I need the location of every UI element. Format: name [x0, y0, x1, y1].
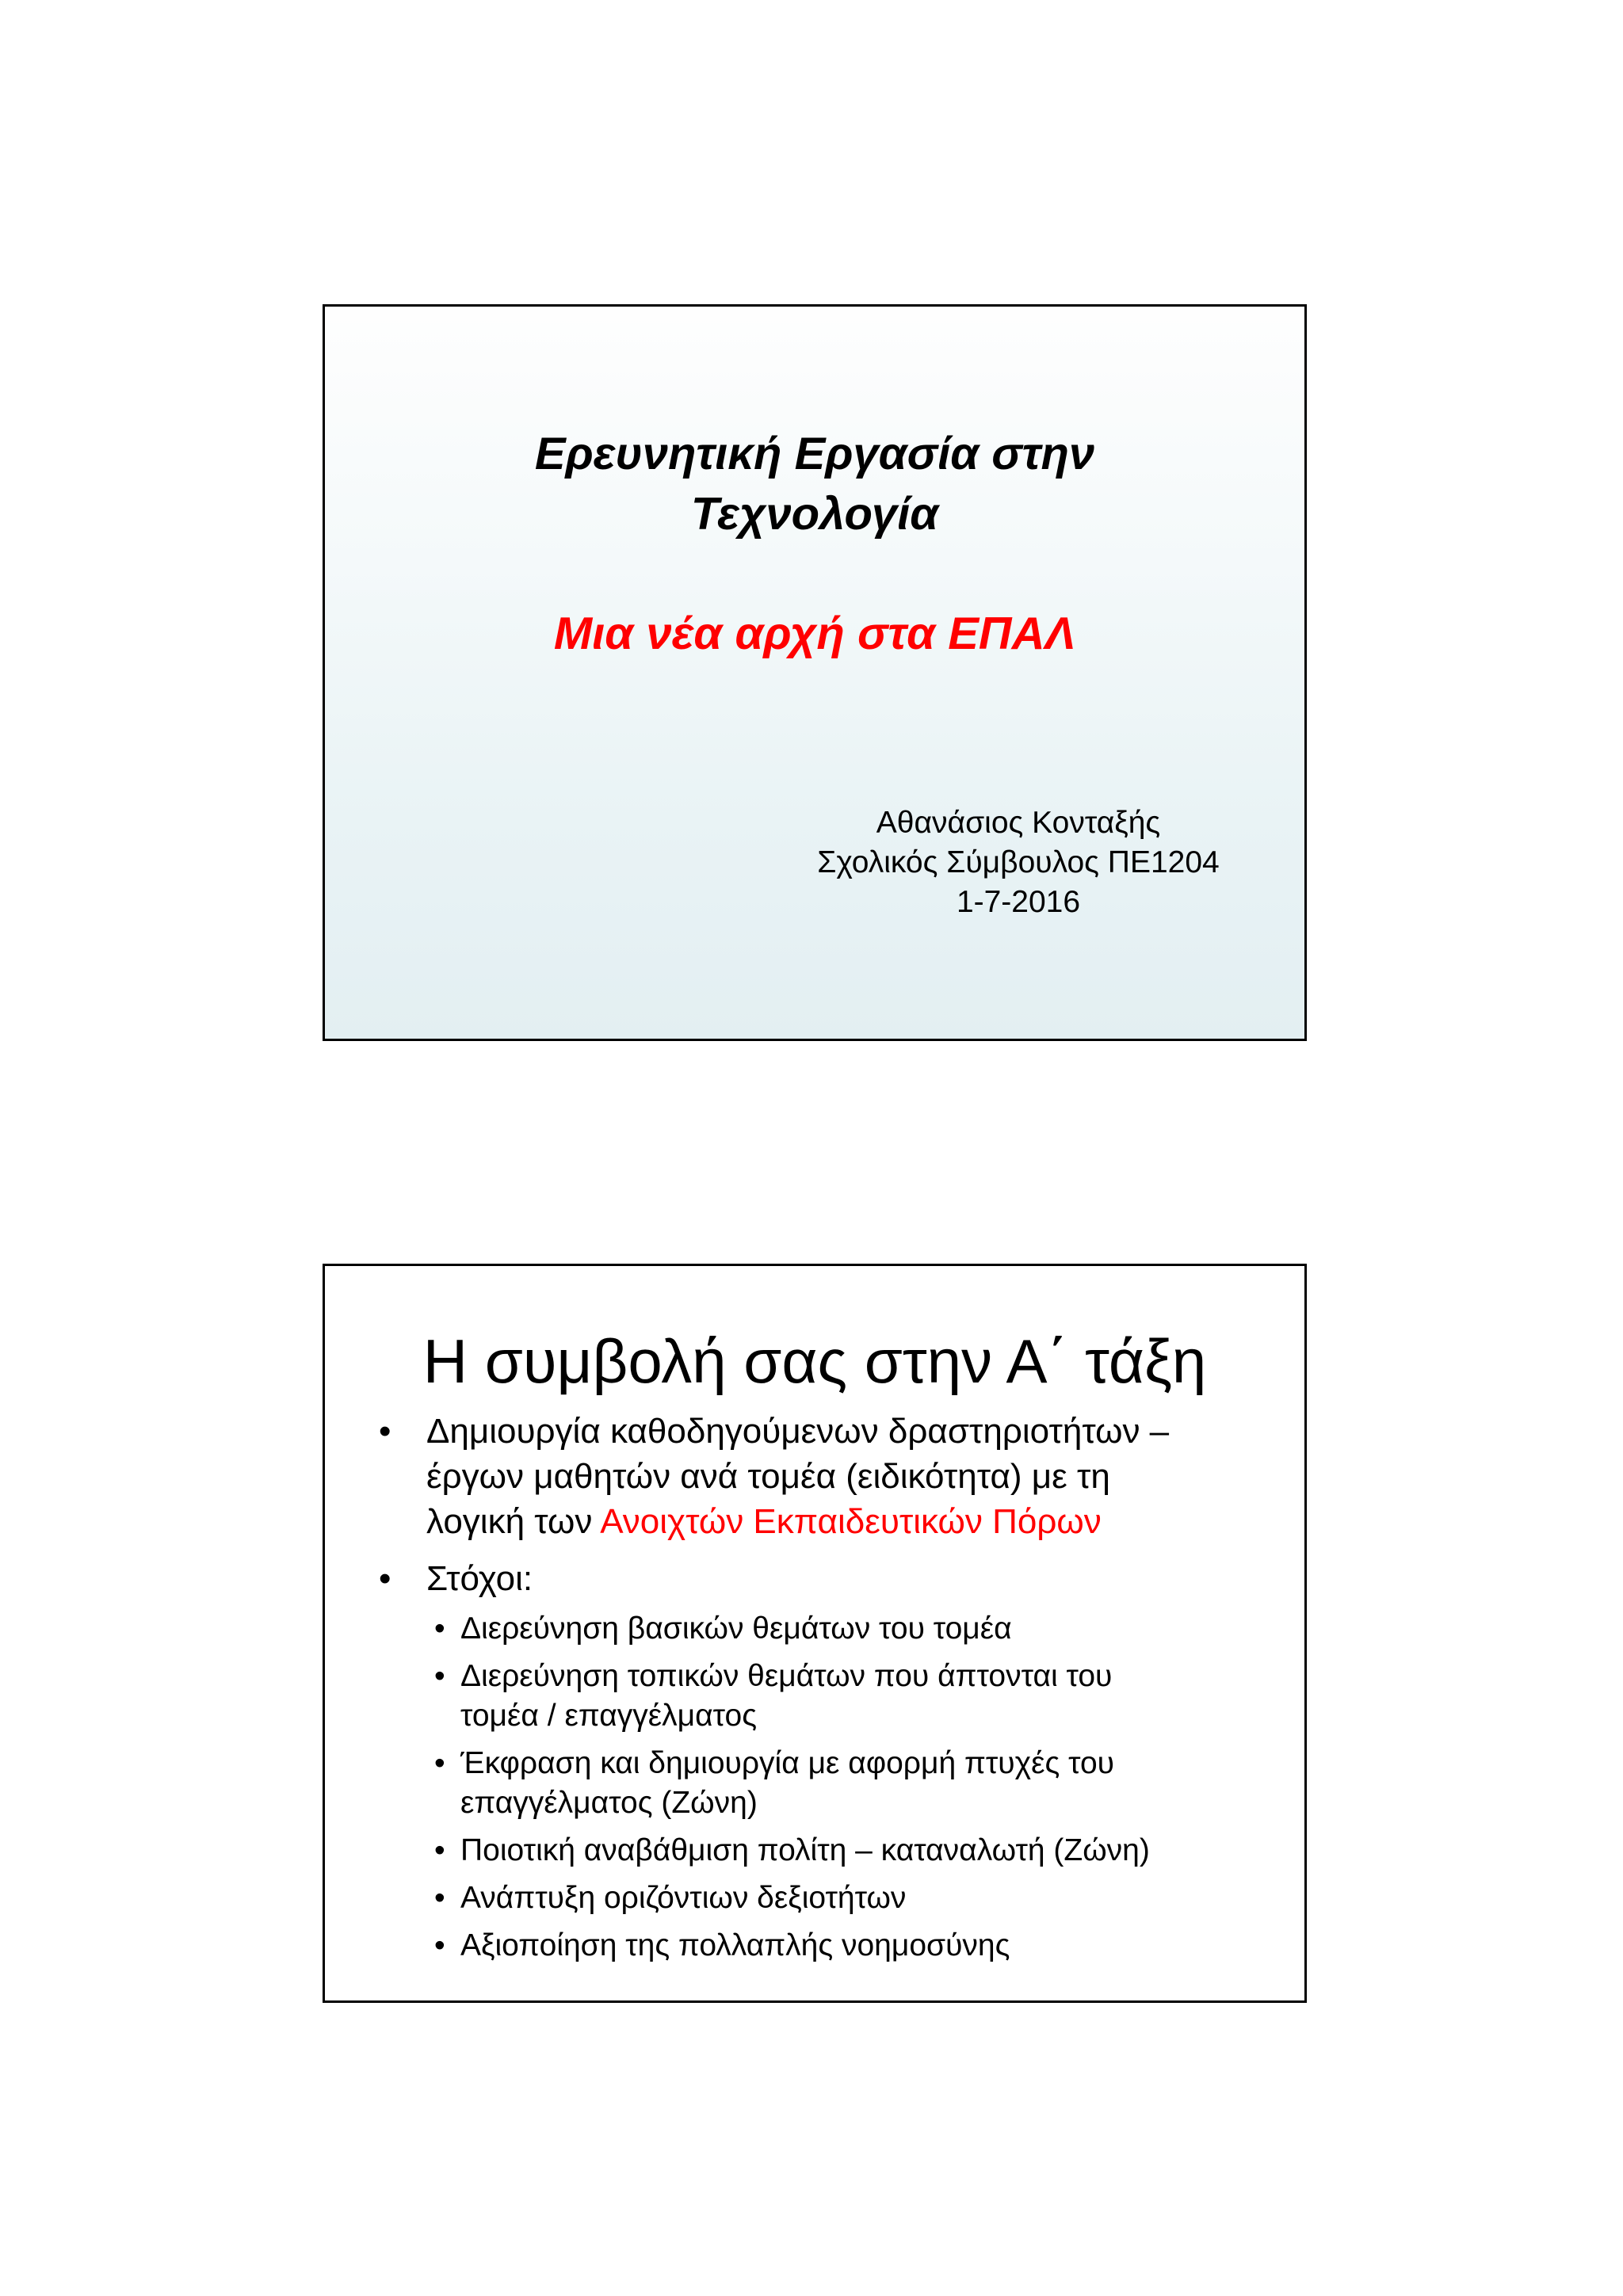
bullet-icon: • [434, 1746, 445, 1780]
slide-2 [323, 1264, 1307, 2003]
sub-bullet-3-line-2: επαγγέλματος (Ζώνη) [460, 1786, 758, 1820]
bullet-1-line-1: Δημιουργία καθοδηγούμενων δραστηριοτήτων – [426, 1412, 1170, 1451]
sub-bullet-6-line-1: Αξιοποίηση της πολλαπλής νοημοσύνης [460, 1928, 1010, 1962]
goals-sub-list [434, 1609, 1298, 1966]
bullet-icon: • [379, 1412, 391, 1451]
author-role: Σχολικός Σύμβουλος ΠΕ1204 [817, 845, 1220, 879]
sub-bullet-4-line-1: Ποιοτική αναβάθμιση πολίτη – καταναλωτή (Ζώνη) [460, 1833, 1150, 1867]
list-item [379, 1556, 1290, 1966]
list-item [434, 1878, 1298, 1918]
list-item [434, 1744, 1298, 1823]
slide-1-subtitle: Μια νέα αρχή στα ΕΠΑΛ [553, 608, 1076, 659]
bullet-icon: • [379, 1559, 391, 1598]
sub-bullet-5-line-1: Ανάπτυξη οριζόντιων δεξιοτήτων [460, 1881, 907, 1915]
sub-bullet-2-line-1: Διερεύνηση τοπικών θεμάτων που άπτονται του [460, 1659, 1113, 1693]
bullet-icon: • [434, 1611, 445, 1646]
bullet-1-line-3 [426, 1499, 1290, 1544]
bullet-2-label: Στόχοι: [426, 1559, 533, 1598]
author-name: Αθανάσιος Κονταξής [876, 806, 1161, 840]
list-item [434, 1926, 1298, 1966]
bullet-icon: • [434, 1659, 445, 1693]
slide-1-title-line-1: Ερευνητική Εργασία στην [534, 428, 1095, 479]
slide-1 [323, 304, 1307, 1041]
slide-2-bullet-list [379, 1409, 1290, 1978]
sub-bullet-3-line-1: Έκφραση και δημιουργία με αφορμή πτυχές του [460, 1746, 1114, 1780]
list-item [379, 1409, 1290, 1544]
slide-1-author-block [769, 803, 1268, 922]
open-educational-resources-highlight: Ανοιχτών Εκπαιδευτικών Πόρων [600, 1502, 1102, 1541]
presentation-date: 1-7-2016 [956, 885, 1081, 919]
sub-bullet-2-line-2: τομέα / επαγγέλματος [460, 1699, 757, 1733]
bullet-icon: • [434, 1928, 445, 1962]
list-item [434, 1831, 1298, 1871]
list-item [434, 1657, 1298, 1736]
bullet-icon: • [434, 1833, 445, 1867]
slide-1-title-line-2: Τεχνολογία [690, 488, 939, 540]
list-item [434, 1609, 1298, 1649]
slide-2-title: Η συμβολή σας στην Α΄ τάξη [422, 1326, 1207, 1396]
bullet-1-line-3-prefix: λογική των [426, 1502, 601, 1541]
sub-bullet-1-line-1: Διερεύνηση βασικών θεμάτων του τομέα [460, 1611, 1012, 1646]
bullet-icon: • [434, 1881, 445, 1915]
slide-1-title [325, 424, 1304, 544]
bullet-1-line-2: έργων μαθητών ανά τομέα (ειδικότητα) με τη [426, 1457, 1110, 1496]
